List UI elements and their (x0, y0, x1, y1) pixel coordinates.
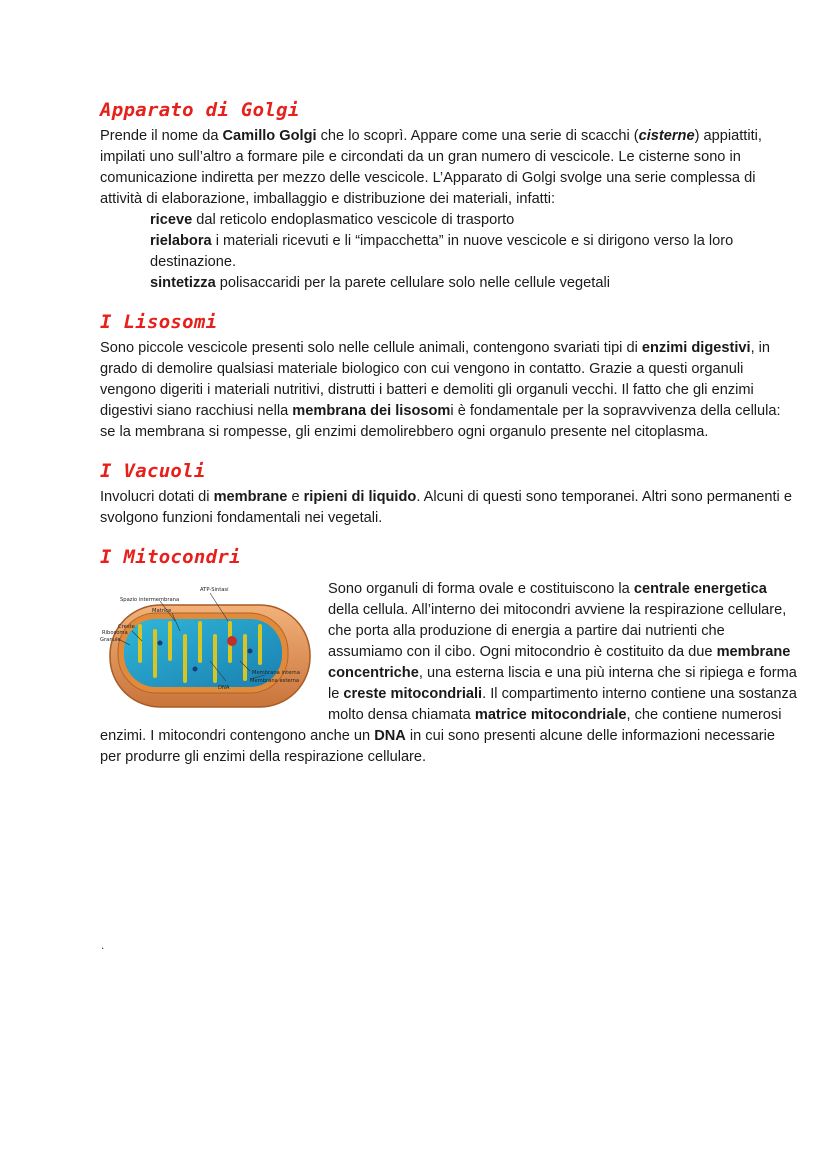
mitocondri-paragraph: Sono organuli di forma ovale e costituiscono la centrale energetica della cellula. All’interno dei mitocondri avviene la respirazione cellulare, che porta alla produzione di energia a partire dai nutrienti che assumiamo con il cibo. Ogni mitocondrio è costituito da due membrane concentriche, una esterna liscia e una più interna che si ripiega e forma le creste mitocondriali. Il compartimento interno contiene una sostanza molto densa chiamata matrice mitocondriale, che contiene numerosi enzimi. I mitocondri contengono anche un DNA in cui sono presenti alcune delle informazioni necessarie per produrre gli enzimi della respirazione cellulare. (100, 581, 797, 765)
svg-text:Matrice: Matrice (152, 608, 172, 614)
mitochondrion-diagram (100, 581, 322, 713)
svg-text:DNA: DNA (218, 685, 230, 691)
golgi-title: Apparato di Golgi (100, 99, 300, 121)
svg-text:Creste: Creste (118, 624, 135, 630)
svg-text:Membrana esterna: Membrana esterna (250, 678, 300, 684)
lisosomi-paragraph: Sono piccole vescicole presenti solo nelle cellule animali, contengono svariati tipi di enzimi digestivi, in grado di demolire qualsiasi materiale biologico con cui vengono in contatto. Grazie a questi organuli vengono digeriti i materiali nutritivi, distrutti i batteri e demoliti gli organuli vecchi. Il fatto che gli enzimi digestivi siano racchiusi nella membrana dei lisosomi è fondamentale per la sopravvivenza della cellula: se la membrana si rompesse, gli enzimi demolirebbero ogni organulo presente nel citoplasma. (100, 340, 781, 440)
vacuoli-title: I Vacuoli (100, 460, 206, 482)
golgi-list (100, 210, 800, 294)
dna-granule (227, 636, 237, 646)
footer-dot: . (101, 938, 105, 952)
svg-text:Granulo: Granulo (100, 637, 121, 643)
mitocondri-title: I Mitocondri (100, 546, 241, 568)
document-page (100, 96, 800, 782)
list-item: riceve dal reticolo endoplasmatico vescicole di trasporto (150, 212, 515, 228)
section-golgi (100, 96, 800, 294)
mitochondrion-svg (100, 581, 322, 713)
section-lisosomi (100, 308, 800, 443)
svg-text:Membrana interna: Membrana interna (252, 670, 300, 676)
list-item: sintetizza polisaccaridi per la parete cellulare solo nelle cellule vegetali (150, 275, 610, 291)
svg-text:Spazio intermembrana: Spazio intermembrana (120, 597, 180, 603)
svg-text:ATP-Sintasi: ATP-Sintasi (200, 587, 229, 593)
lisosomi-title: I Lisosomi (100, 311, 218, 333)
vacuoli-paragraph: Involucri dotati di membrane e ripieni di liquido. Alcuni di questi sono temporanei. Altri sono permanenti e svolgono funzioni fondamentali nei vegetali. (100, 489, 792, 526)
golgi-paragraph: Prende il nome da Camillo Golgi che lo scoprì. Appare come una serie di scacchi (cisterne) appiattiti, impilati uno sull’altro a formare pile e circondati da un gran numero di vescicole. Le cisterne sono in comunicazione indiretta per mezzo delle vescicole. L’Apparato di Golgi svolge una serie complessa di attività di elaborazione, imballaggio e distribuzione dei materiali, infatti: (100, 128, 762, 207)
list-item: rielabora i materiali ricevuti e li “impacchetta” in nuove vescicole e si dirigono verso la loro destinazione. (150, 233, 734, 270)
svg-text:Ribosoma: Ribosoma (102, 630, 128, 636)
section-vacuoli (100, 457, 800, 529)
section-mitocondri (100, 543, 800, 768)
